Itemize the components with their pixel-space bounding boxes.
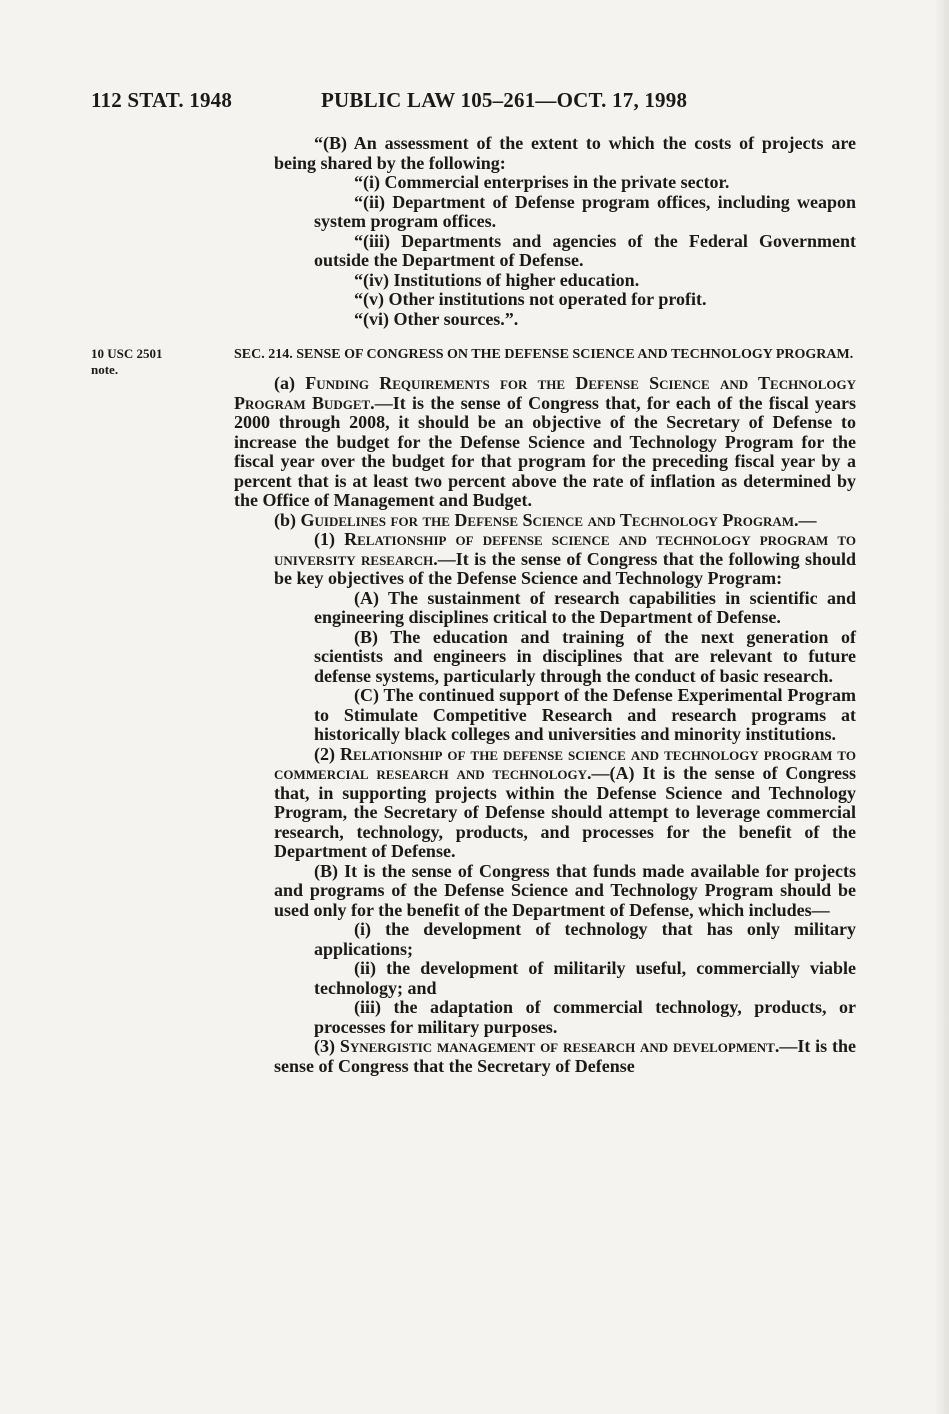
clause-2B-ii: (ii) the development of militarily useful, commercially viable technology; and (314, 958, 856, 998)
paragraph-2-heading: Relationship of the defense science and technology program to commercial research and technology. (274, 743, 856, 783)
paragraph-1-A: (A) The sustainment of research capabilities in scientific and engineering disciplines critical to the Department of Defense. (314, 587, 856, 627)
section-heading: SEC. 214. SENSE OF CONGRESS ON THE DEFENSE SCIENCE AND TECHNOLOGY PROGRAM. (234, 347, 854, 362)
subsection-a-heading: Funding Requirements for the Defense Science and Technology Program Budget. (234, 373, 856, 413)
clause-i: “(i) Commercial enterprises in the private sector. (354, 172, 730, 192)
section-214 (234, 346, 856, 1076)
paragraph-b-assessment: “(B) An assessment of the extent to which the costs of projects are being shared by the following: (274, 133, 856, 173)
paragraph-3: (3) Synergistic management of research and development.—It is the sense of Congress that the Secretary of Defense (274, 1036, 856, 1076)
subsection-b: (b) Guidelines for the Defense Science and Technology Program.— (274, 509, 817, 530)
clause-2B-iii: (iii) the adaptation of commercial technology, products, or processes for military purposes. (314, 997, 856, 1037)
margin-note (91, 346, 211, 378)
clause-v: “(v) Other institutions not operated for profit. (354, 289, 707, 309)
paragraph-1: (1) Relationship of defense science and technology program to university research.—It is the sense of Congress that the following should be key objectives of the Defense Science and Technology Program: (274, 529, 856, 588)
clause-vi: “(vi) Other sources.”. (354, 308, 519, 329)
paragraph-3-heading: Synergistic management of research and development. (339, 1036, 780, 1056)
clause-ii: “(ii) Department of Defense program offices, including weapon system program offices. (314, 191, 856, 231)
paragraph-2: (2) Relationship of the defense science and technology program to commercial research and technology.—(A) It is the sense of Congress that, in supporting projects within the Defense Science and Technology Program, the Secretary of Defense should attempt to leverage commercial research, technology, products, and processes for the benefit of the Department of Defense. (274, 743, 857, 861)
statute-page-number: 112 STAT. 1948 (91, 88, 233, 112)
page-edge (935, 0, 949, 1414)
paragraph-2-B: (B) It is the sense of Congress that funds made available for projects and programs of the Defense Science and Technology Program should be used only for the benefit of the Department of Defense, which includes— (274, 860, 856, 920)
subsection-a: (a) Funding Requirements for the Defense Science and Technology Program Budget.—It is the sense of Congress that, for each of the fiscal years 2000 through 2008, it should be an objective of the Secretary of Defense to increase the budget for the Defense Science and Technology Program for the fiscal year over the budget for that program for the preceding fiscal year by a percent that is at least two percent above the rate of inflation as determined by the Office of Management and Budget. (234, 373, 856, 510)
margin-note-citation: 10 USC 2501 (91, 346, 163, 361)
paragraph-1-heading: Relationship of defense science and technology program to university research. (274, 529, 856, 569)
paragraph-1-C: (C) The continued support of the Defense Experimental Program to Stimulate Competitive Research and research programs at historically black colleges and universities and minority institutions. (314, 685, 856, 744)
clause-2B-i: (i) the development of technology that has only military applications; (314, 919, 856, 959)
public-law-citation: PUBLIC LAW 105–261—OCT. 17, 1998 (321, 88, 688, 112)
paragraph-1-B: (B) The education and training of the next generation of scientists and engineers in disciplines that are relevant to future defense systems, particularly through the conduct of basic research. (314, 626, 856, 686)
margin-note-label: note. (91, 362, 119, 377)
clause-iii: “(iii) Departments and agencies of the Federal Government outside the Department of Defense. (314, 230, 856, 270)
amendment-block (234, 134, 856, 329)
clause-iv: “(iv) Institutions of higher education. (354, 269, 640, 290)
subsection-b-heading: Guidelines for the Defense Science and Technology Program. (300, 509, 799, 530)
